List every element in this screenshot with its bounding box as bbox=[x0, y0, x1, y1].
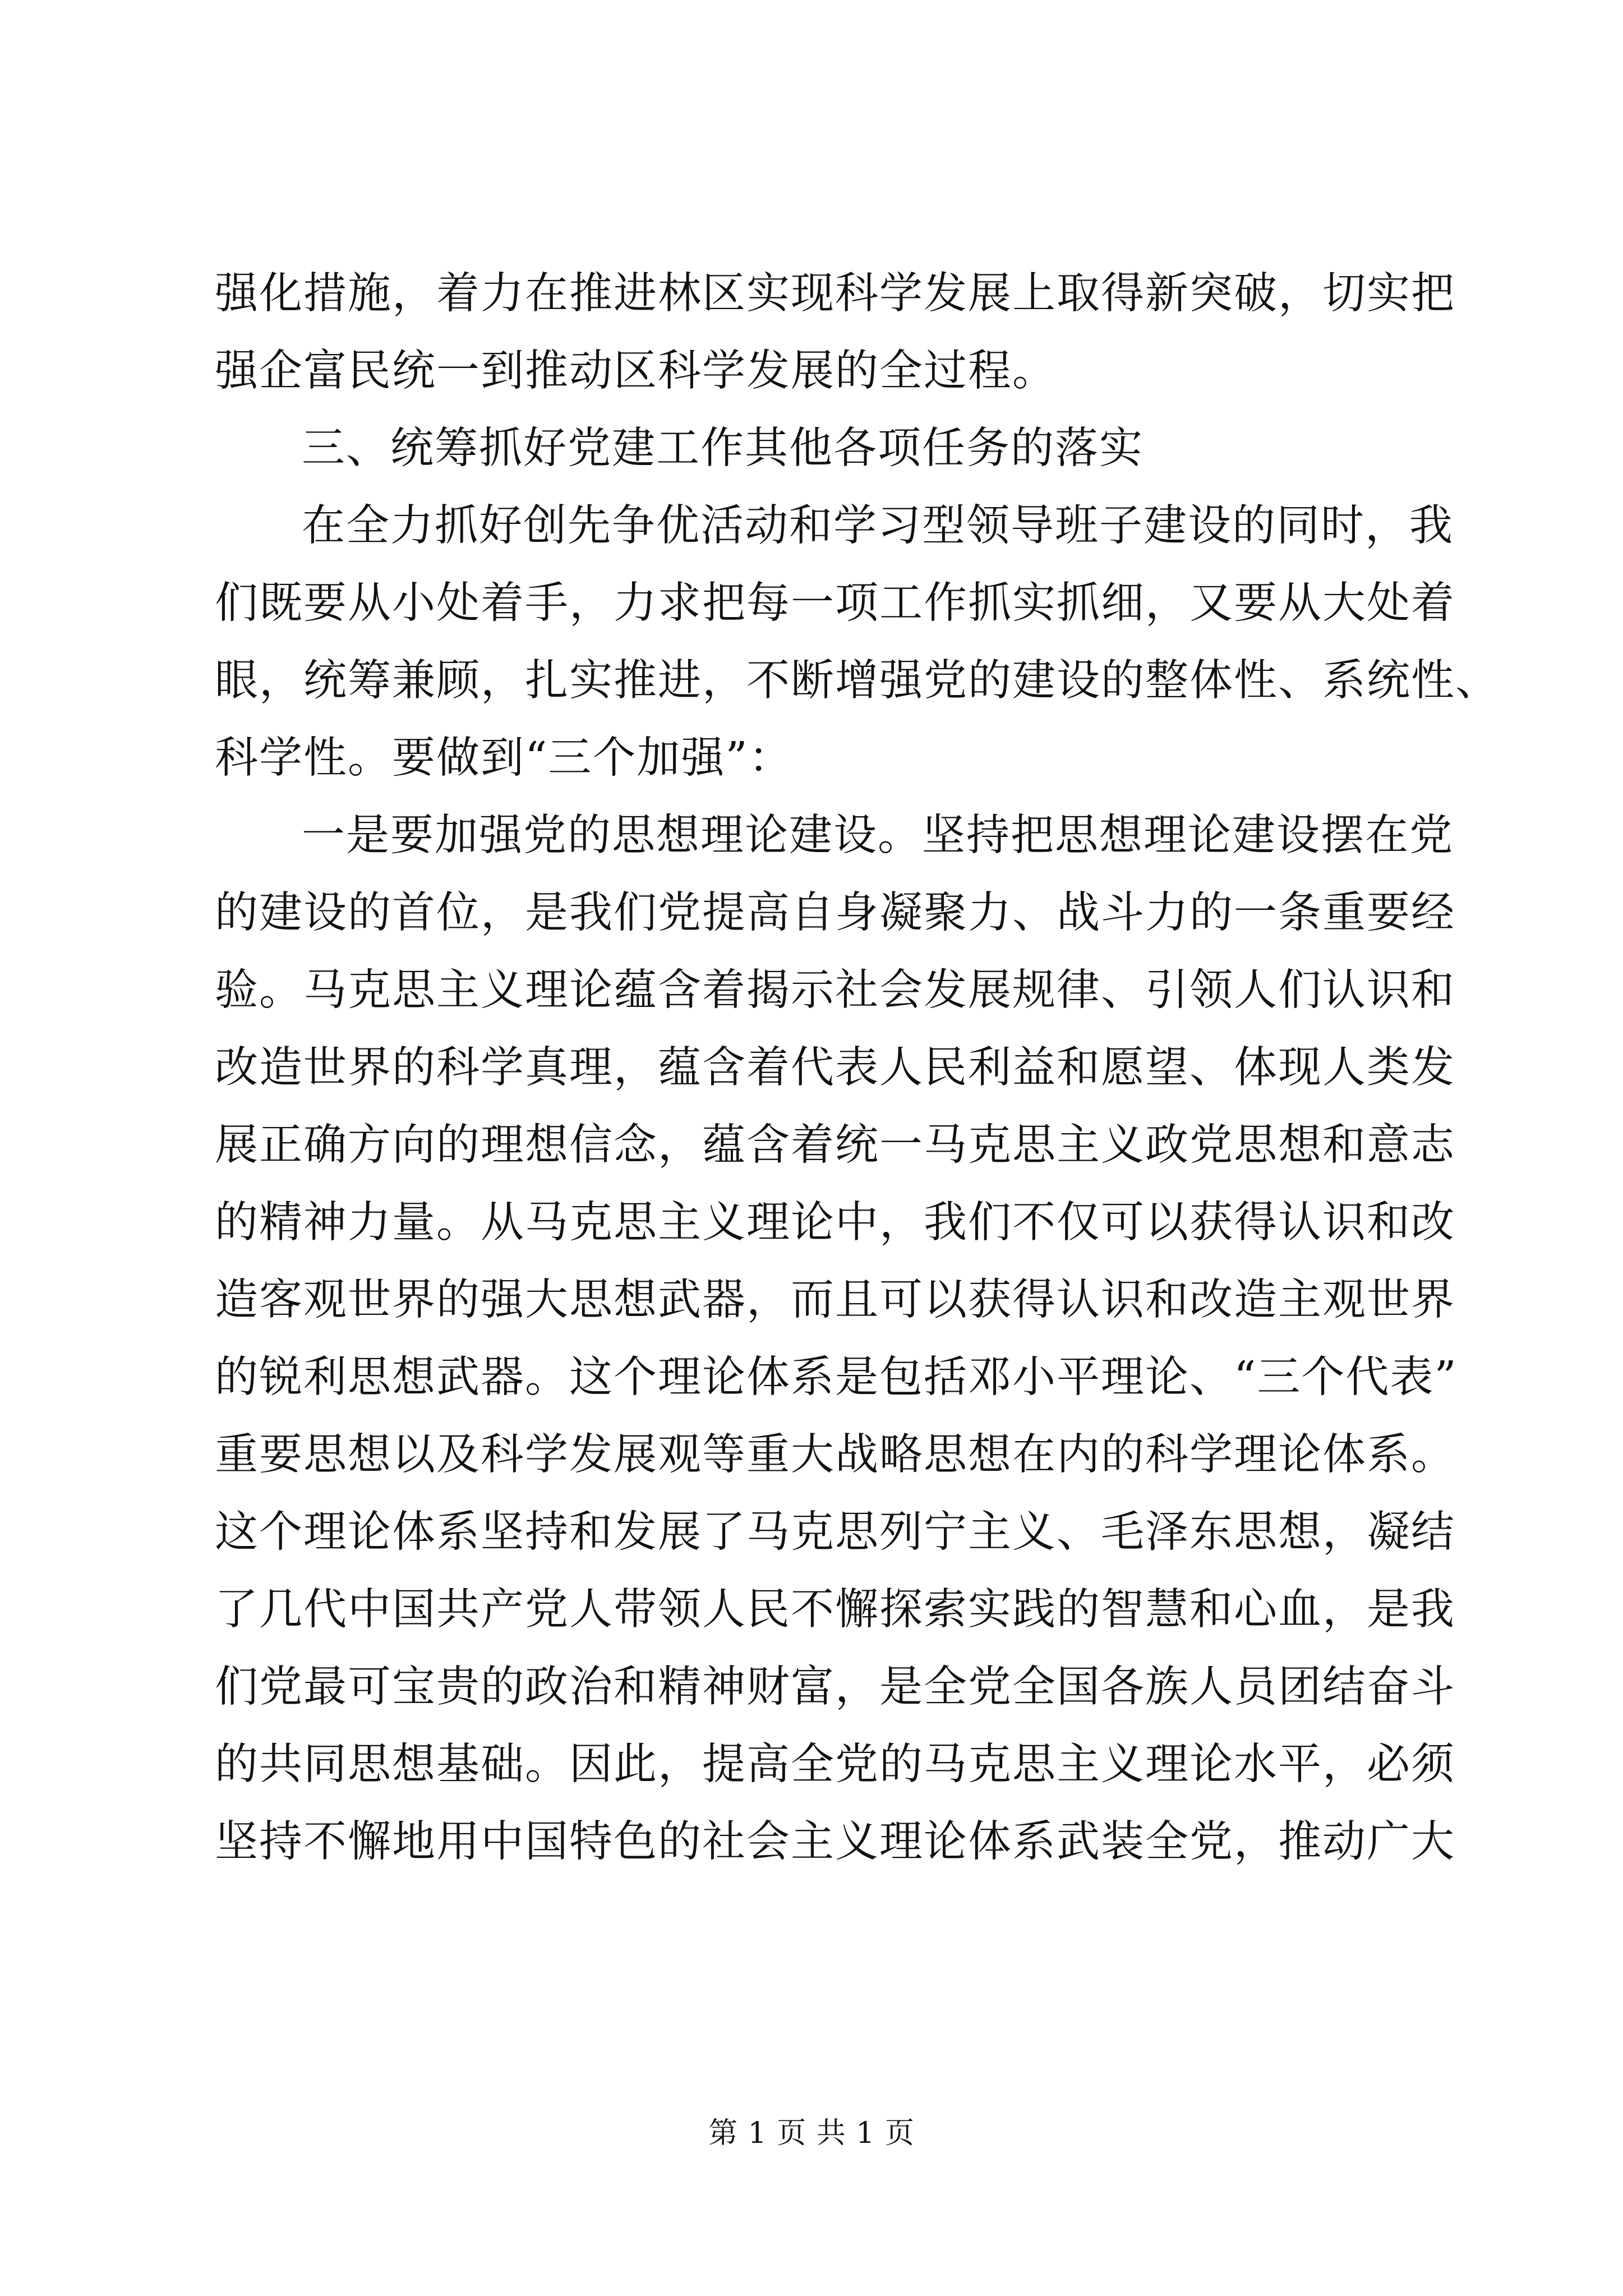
text-line: 们党最可宝贵的政治和精神财富，是全党全国各族人员团结奋斗 bbox=[215, 1662, 1455, 1712]
text-line: 这个理论体系坚持和发展了马克思列宁主义、毛泽东思想，凝结 bbox=[215, 1507, 1455, 1557]
text-line: 的锐利思想武器。这个理论体系是包括邓小平理论、“三个代表” bbox=[215, 1352, 1458, 1402]
text-line: 强企富民统一到推动区科学发展的全过程。 bbox=[215, 346, 1057, 396]
text-line: 眼，统筹兼顾，扎实推进，不断增强党的建设的整体性、系统性、 bbox=[215, 656, 1500, 706]
text-line: 的建设的首位，是我们党提高自身凝聚力、战斗力的一条重要经 bbox=[215, 888, 1455, 938]
text-line: 坚持不懈地用中国特色的社会主义理论体系武装全党，推动广大 bbox=[215, 1817, 1455, 1867]
text-line: 重要思想以及科学发展观等重大战略思想在内的科学理论体系。 bbox=[215, 1430, 1455, 1480]
text-line: 在全力抓好创先争优活动和学习型领导班子建设的同时，我 bbox=[302, 501, 1454, 551]
page-footer: 第 1 页 共 1 页 bbox=[708, 2116, 915, 2150]
text-line: 验。马克思主义理论蕴含着揭示社会发展规律、引领人们认识和 bbox=[215, 965, 1455, 1015]
text-line: 一是要加强党的思想理论建设。坚持把思想理论建设摆在党 bbox=[302, 811, 1454, 861]
text-line: 的共同思想基础。因此，提高全党的马克思主义理论水平，必须 bbox=[215, 1740, 1455, 1789]
text-line: 展正确方向的理想信念，蕴含着统一马克思主义政党思想和意志 bbox=[215, 1120, 1455, 1170]
text-line: 了几代中国共产党人带领人民不懈探索实践的智慧和心血，是我 bbox=[215, 1585, 1455, 1635]
text-line: 改造世界的科学真理，蕴含着代表人民利益和愿望、体现人类发 bbox=[215, 1043, 1455, 1093]
text-line: 们既要从小处着手，力求把每一项工作抓实抓细，又要从大处着 bbox=[215, 578, 1455, 628]
text-line: 造客观世界的强大思想武器，而且可以获得认识和改造主观世界 bbox=[215, 1275, 1455, 1325]
text-line: 的精神力量。从马克思主义理论中，我们不仅可以获得认识和改 bbox=[215, 1198, 1455, 1248]
text-line: 科学性。要做到“三个加强”： bbox=[215, 733, 793, 783]
section-heading: 三、统筹抓好党建工作其他各项任务的落实 bbox=[302, 424, 1144, 473]
text-line: 强化措施，着力在推进林区实现科学发展上取得新突破，切实把 bbox=[215, 269, 1455, 319]
